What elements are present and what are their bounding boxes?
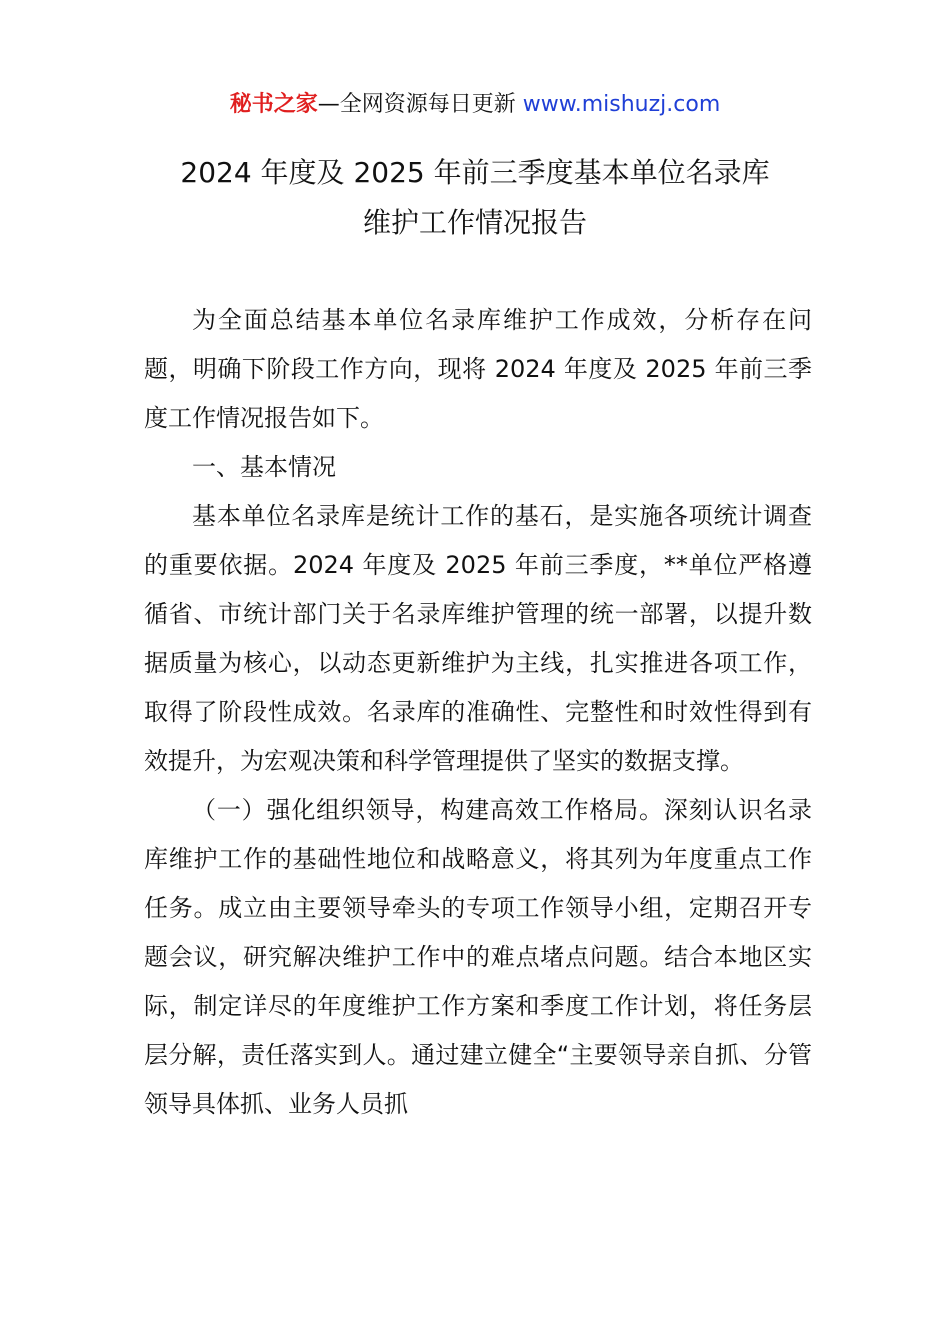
organization-leadership-paragraph: （一）强化组织领导，构建高效工作格局。深刻认识名录库维护工作的基础性地位和战略意义，将其列为年度重点工作任务。成立由主要领导牵头的专项工作领导小组，定期召开专题会议，研究解决维护工作中的难点堵点问题。结合本地区实际，制定详尽的年度维护工作方案和季度工作计划，将任务层层分解，责任落实到人。通过建立健全“主要领导亲自抓、分管领导具体抓、业务人员抓 (144, 796, 812, 1118)
section-heading-basic-situation: 一、基本情况 (192, 453, 336, 481)
basic-situation-paragraph: 基本单位名录库是统计工作的基石，是实施各项统计调查的重要依据。2024 年度及 2025 年前三季度，**单位严格遵循省、市统计部门关于名录库维护管理的统一部署，以提升数据质量为核心，以动态更新维护为主线，扎实推进各项工作，取得了阶段性成效。名录库的准确性、完整性和时效性得到有效提升，为宏观决策和科学管理提供了坚实的数据支撑。 (144, 502, 812, 775)
intro-paragraph: 为全面总结基本单位名录库维护工作成效，分析存在问题，明确下阶段工作方向，现将 2024 年度及 2025 年前三季度工作情况报告如下。 (144, 306, 812, 432)
brand-name: 秘书之家 (229, 92, 318, 117)
site-header (0, 88, 950, 122)
title-line-1: 2024 年度及 2025 年前三季度基本单位名录库 (180, 156, 770, 189)
document-title (0, 148, 950, 248)
site-url-link[interactable]: www.mishuzj.com (522, 92, 721, 117)
document-body (144, 296, 812, 1129)
title-line-2: 维护工作情况报告 (362, 206, 587, 239)
header-tagline: —全网资源每日更新 (317, 92, 523, 117)
